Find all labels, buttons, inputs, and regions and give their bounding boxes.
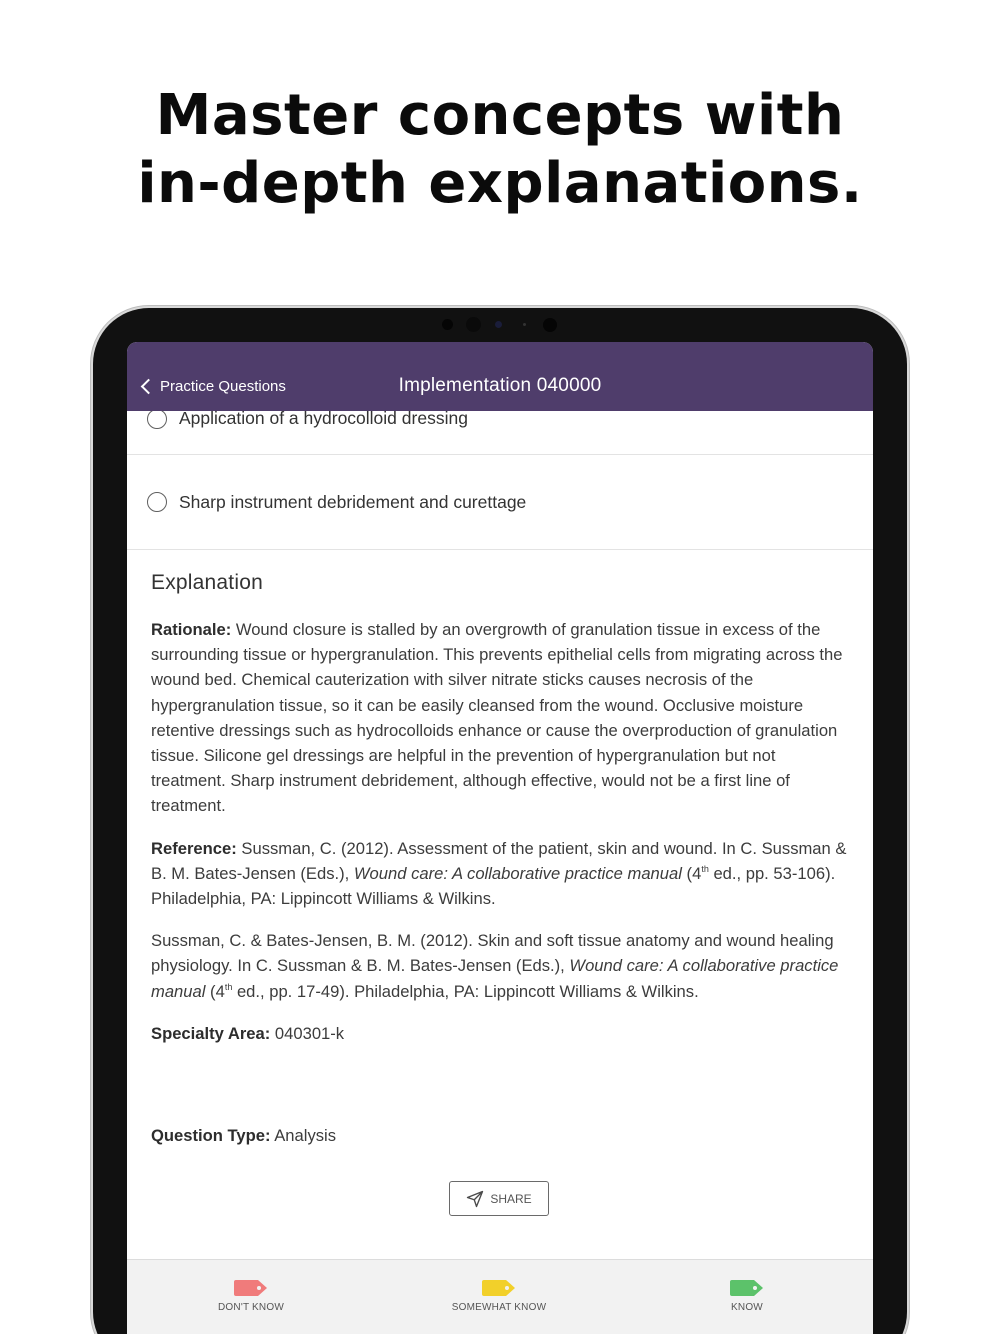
page-title: Implementation 040000 [398,375,602,396]
explanation-section [151,571,851,1165]
know-button[interactable] [647,1260,847,1334]
app-screen [127,342,873,1334]
tag-icon [234,1280,268,1296]
reference-edition-suffix: th [224,981,233,992]
sensor-dot [543,318,557,332]
rationale-text: Wound closure is stalled by an overgrowth of granulation tissue in excess of the surrounding tissue or hypergranulation. This prevents epithelial cells from migrating across the wound bed. Chemical cauterization with silver nitrate sticks causes necrosis of the hypergranulation tissue, so it can be easily cleansed from the wound. Occlusive moisture retentive dressings such as hydrocolloids enhance or cause the overproduction of granulation tissue. Silicone gel dressings are helpful in the prevention of hypergranulation but not treatment. Sharp instrument debridement, although effective, would not be a first line of treatment. [151,620,843,816]
answer-option[interactable] [127,411,873,455]
answer-option-label: Application of a hydrocolloid dressing [179,411,468,428]
reference-paragraph [151,928,851,1004]
send-icon [466,1190,484,1208]
scroll-content[interactable] [127,411,873,1259]
reference-label: Reference: [151,838,237,858]
reference-text: ed., pp. 53-106). Philadelphia, PA: Lippincott Williams & Wilkins. [151,863,836,909]
reference-text: ed., pp. 17-49). Philadelphia, PA: Lippincott Williams & Wilkins. [232,981,699,1001]
share-button[interactable] [449,1181,549,1216]
rationale-label: Rationale: [151,620,232,639]
sensor-dot [523,323,526,326]
share-label: SHARE [490,1191,532,1206]
answer-option-label: Sharp instrument debridement and curettage [179,492,527,512]
reference-paragraph [151,836,851,912]
reference-text: Sussman, C. & Bates-Jensen, B. M. (2012). Skin and soft tissue anatomy and wound healing physiology. In C. Sussman & B. M. Bates-Jensen (Eds.), [151,931,834,976]
reference-edition: (4 [205,981,225,1001]
back-label: Practice Questions [160,377,286,395]
question-type [151,1123,851,1148]
camera-icon [466,317,481,332]
reference-title: Wound care: A collaborative practice manual [353,863,682,883]
specialty-value: 040301-k [270,1023,345,1043]
radio-button[interactable] [147,411,167,429]
reference-edition-suffix: th [701,863,709,874]
radio-button[interactable] [147,492,167,512]
somewhat-know-label: SOMEWHAT KNOW [451,1302,547,1313]
navigation-bar [127,342,873,411]
dont-know-button[interactable] [151,1260,351,1334]
promo-headline [0,82,1000,218]
headline-line-2: in-depth explanations. [137,151,863,216]
reference-title: Wound care: A collaborative practice manual [151,956,839,1001]
question-type-value: Analysis [270,1126,337,1146]
question-type-label: Question Type: [151,1126,271,1146]
rationale-paragraph [151,617,851,819]
dont-know-label: DON'T KNOW [218,1302,284,1313]
specialty-area [151,1021,851,1046]
confidence-bar [127,1259,873,1334]
camera-lens [495,321,502,328]
tag-icon [482,1280,516,1296]
reference-text: Sussman, C. (2012). Assessment of the patient, skin and wound. In C. Sussman & B. M. Bates-Jensen (Eds.), [151,838,847,883]
tag-icon [730,1280,764,1296]
headline-line-1: Master concepts with [155,83,845,148]
reference-edition: (4 [681,863,702,883]
sensor-dot [442,319,453,330]
somewhat-know-button[interactable] [399,1260,599,1334]
specialty-label: Specialty Area: [151,1023,271,1043]
know-label: KNOW [731,1302,763,1313]
answer-option[interactable] [127,455,873,550]
explanation-heading: Explanation [151,571,263,594]
